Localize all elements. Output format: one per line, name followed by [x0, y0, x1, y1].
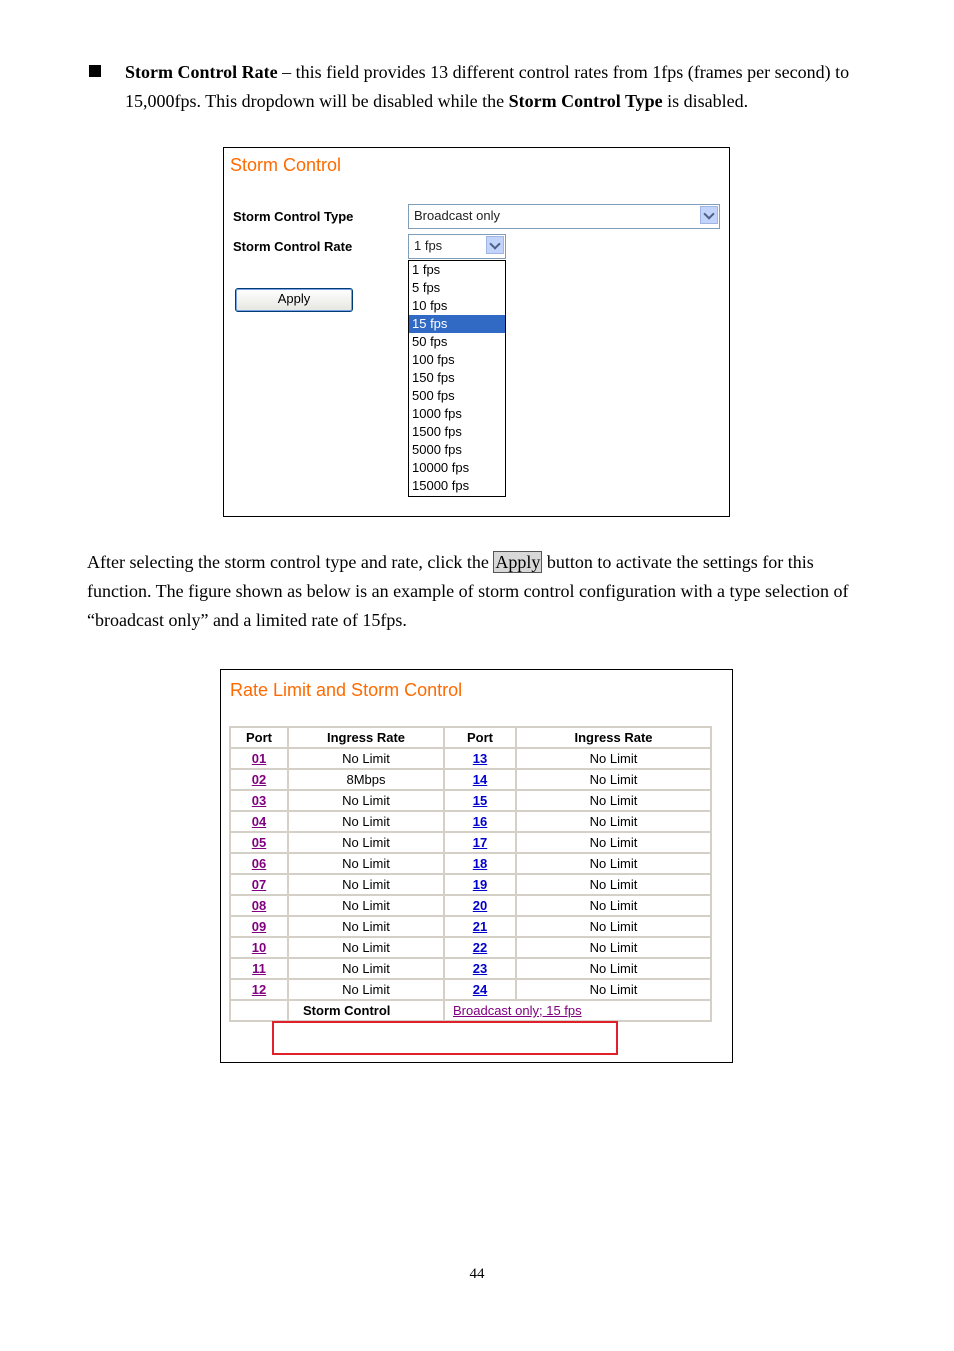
table-row — [230, 874, 711, 895]
port-link-cell — [444, 748, 516, 769]
ingress-rate-cell — [516, 958, 711, 979]
port-link-cell — [230, 832, 288, 853]
port-link[interactable]: 22 — [472, 940, 488, 955]
apply-button[interactable]: Apply — [235, 288, 353, 312]
port-link-cell — [230, 916, 288, 937]
port-link[interactable]: 18 — [472, 856, 488, 871]
table-header-row — [230, 727, 711, 748]
ingress-rate-cell — [288, 853, 444, 874]
table-row — [230, 895, 711, 916]
port-link[interactable]: 06 — [251, 856, 267, 871]
port-link[interactable]: 03 — [251, 793, 267, 808]
intro-text-a: – this field provides 13 different control rates from 1fps (frames per second) to 15,000fps. This dropdown will be disabled while the — [125, 62, 850, 111]
ingress-rate: No Limit — [342, 982, 390, 997]
port-link-cell — [444, 979, 516, 1000]
chevron-down-icon[interactable] — [486, 236, 504, 254]
port-link-cell — [230, 895, 288, 916]
port-link-cell — [230, 958, 288, 979]
ingress-rate-cell — [516, 916, 711, 937]
intro-term2: Storm Control Type — [508, 91, 663, 111]
ingress-rate: No Limit — [589, 898, 638, 913]
rate-option[interactable]: 5000 fps — [412, 442, 462, 457]
bullet-square-icon — [89, 65, 101, 77]
ingress-rate: No Limit — [342, 814, 390, 829]
port-link-cell — [230, 811, 288, 832]
port-link[interactable]: 19 — [472, 877, 488, 892]
ingress-rate: No Limit — [589, 961, 638, 976]
storm-row-empty-cell — [230, 1000, 288, 1021]
rate-option[interactable]: 10 fps — [412, 298, 448, 313]
ingress-rate-cell — [516, 895, 711, 916]
page-number: 44 — [469, 1266, 485, 1282]
rate-option[interactable]: 500 fps — [412, 388, 455, 403]
port-link-cell — [444, 916, 516, 937]
storm-rate-select[interactable] — [408, 234, 506, 259]
highlight-box — [272, 1021, 618, 1055]
storm-control-label: Storm Control — [288, 1000, 444, 1021]
ingress-rate: No Limit — [589, 940, 638, 955]
storm-type-label: Storm Control Type — [233, 209, 354, 224]
port-link-cell — [230, 937, 288, 958]
ingress-rate-cell — [516, 769, 711, 790]
port-link-cell — [444, 832, 516, 853]
header-port-1: Port — [230, 727, 288, 748]
ingress-rate-cell — [516, 790, 711, 811]
ingress-rate: No Limit — [589, 877, 638, 892]
table-row — [230, 979, 711, 1000]
header-port-2: Port — [444, 727, 516, 748]
ingress-rate-cell — [288, 769, 444, 790]
ingress-rate: No Limit — [589, 856, 638, 871]
ingress-rate: No Limit — [589, 772, 638, 787]
ingress-rate: No Limit — [342, 751, 390, 766]
table-row — [230, 769, 711, 790]
ingress-rate-cell — [516, 937, 711, 958]
mid-paragraph — [87, 548, 877, 635]
mid-text-b: button to activate the settings for this function. The figure shown as below is an example of storm control configuration with a type selection of “broadcast only” and a limited rate of 15fps. — [87, 552, 849, 630]
ingress-rate-cell — [516, 979, 711, 1000]
port-link[interactable]: 12 — [251, 982, 267, 997]
port-link-cell — [444, 874, 516, 895]
storm-rate-value: 1 fps — [414, 238, 443, 253]
rate-option[interactable]: 10000 fps — [412, 460, 470, 475]
ingress-rate: No Limit — [589, 835, 638, 850]
port-link[interactable]: 05 — [251, 835, 267, 850]
ingress-rate-cell — [288, 916, 444, 937]
ingress-rate-cell — [516, 811, 711, 832]
port-link[interactable]: 10 — [251, 940, 267, 955]
ingress-rate: No Limit — [342, 898, 390, 913]
storm-type-select[interactable] — [408, 204, 720, 229]
rate-option[interactable]: 150 fps — [412, 370, 455, 385]
inline-apply-label: Apply — [495, 552, 541, 572]
chevron-down-icon[interactable] — [700, 206, 718, 224]
port-link[interactable]: 09 — [251, 919, 267, 934]
ingress-rate: No Limit — [342, 793, 390, 808]
port-link[interactable]: 17 — [472, 835, 488, 850]
table-row — [230, 832, 711, 853]
port-link-cell — [230, 874, 288, 895]
port-link[interactable]: 08 — [251, 898, 267, 913]
rate-option[interactable]: 1000 fps — [412, 406, 462, 421]
port-link-cell — [444, 958, 516, 979]
table-row — [230, 916, 711, 937]
port-link[interactable]: 13 — [472, 751, 488, 766]
ingress-rate-cell — [516, 853, 711, 874]
rate-limit-panel — [220, 669, 733, 1063]
port-link[interactable]: 02 — [251, 772, 267, 787]
storm-panel-title: Storm Control — [230, 155, 342, 175]
storm-control-panel — [223, 147, 730, 517]
header-ingress-2: Ingress Rate — [516, 727, 711, 748]
ingress-rate-cell — [288, 790, 444, 811]
ingress-rate-cell — [288, 811, 444, 832]
ingress-rate: No Limit — [342, 919, 390, 934]
storm-type-value: Broadcast only — [414, 208, 500, 223]
rate-option[interactable]: 5 fps — [412, 280, 441, 295]
port-link[interactable]: 01 — [251, 751, 267, 766]
table-row — [230, 853, 711, 874]
intro-text-b: is disabled. — [662, 91, 749, 111]
rate-option[interactable]: 50 fps — [412, 334, 448, 349]
ingress-rate-cell — [288, 874, 444, 895]
mid-text-a: After selecting the storm control type and rate, click the — [87, 552, 494, 572]
ingress-rate-cell — [516, 832, 711, 853]
intro-term: Storm Control Rate — [125, 62, 278, 82]
port-link-cell — [230, 979, 288, 1000]
rate-panel-title: Rate Limit and Storm Control — [230, 680, 463, 700]
table-row — [230, 811, 711, 832]
port-link-cell — [444, 895, 516, 916]
table-row — [230, 790, 711, 811]
port-link-cell — [230, 790, 288, 811]
port-link[interactable]: 21 — [472, 919, 488, 934]
header-ingress-1: Ingress Rate — [288, 727, 444, 748]
ingress-rate: No Limit — [342, 961, 390, 976]
ingress-rate-cell — [288, 958, 444, 979]
ingress-rate-cell — [288, 748, 444, 769]
rate-option[interactable]: 15 fps — [409, 315, 505, 333]
intro-paragraph — [125, 58, 885, 116]
ingress-rate: No Limit — [342, 856, 390, 871]
ingress-rate: No Limit — [589, 982, 638, 997]
rate-option[interactable]: 15000 fps — [412, 478, 470, 493]
ingress-rate: No Limit — [342, 877, 390, 892]
ingress-rate: 8Mbps — [346, 772, 386, 787]
table-row — [230, 937, 711, 958]
port-link-cell — [230, 853, 288, 874]
ingress-rate: No Limit — [589, 814, 638, 829]
port-link-cell — [444, 769, 516, 790]
table-row — [230, 958, 711, 979]
ingress-rate: No Limit — [589, 919, 638, 934]
port-link[interactable]: 23 — [472, 961, 488, 976]
port-link-cell — [230, 748, 288, 769]
ingress-rate: No Limit — [589, 793, 638, 808]
rate-option[interactable]: 1 fps — [412, 262, 441, 277]
storm-control-value-link[interactable]: Broadcast only; 15 fps — [444, 1000, 711, 1021]
ingress-rate-cell — [516, 748, 711, 769]
ingress-rate-cell — [288, 979, 444, 1000]
rate-limit-table — [229, 726, 712, 1022]
port-link-cell — [444, 853, 516, 874]
port-link-cell — [230, 769, 288, 790]
port-link[interactable]: 07 — [251, 877, 267, 892]
port-link[interactable]: 20 — [472, 898, 488, 913]
ingress-rate-cell — [288, 832, 444, 853]
ingress-rate: No Limit — [342, 835, 390, 850]
ingress-rate-cell — [288, 937, 444, 958]
port-link[interactable]: 15 — [472, 793, 488, 808]
port-link-cell — [444, 790, 516, 811]
ingress-rate: No Limit — [589, 751, 638, 766]
port-link[interactable]: 14 — [472, 772, 488, 787]
ingress-rate-cell — [516, 874, 711, 895]
port-link[interactable]: 11 — [252, 961, 266, 976]
rate-option[interactable]: 100 fps — [412, 352, 455, 367]
port-link-cell — [444, 937, 516, 958]
table-row — [230, 748, 711, 769]
storm-control-row — [230, 1000, 711, 1021]
ingress-rate: No Limit — [342, 940, 390, 955]
port-link[interactable]: 16 — [472, 814, 488, 829]
ingress-rate-cell — [288, 895, 444, 916]
storm-rate-label: Storm Control Rate — [233, 239, 353, 254]
storm-rate-dropdown-list[interactable] — [408, 260, 506, 497]
rate-option[interactable]: 1500 fps — [412, 424, 462, 439]
port-link[interactable]: 24 — [472, 982, 488, 997]
port-link-cell — [444, 811, 516, 832]
port-link[interactable]: 04 — [251, 814, 267, 829]
